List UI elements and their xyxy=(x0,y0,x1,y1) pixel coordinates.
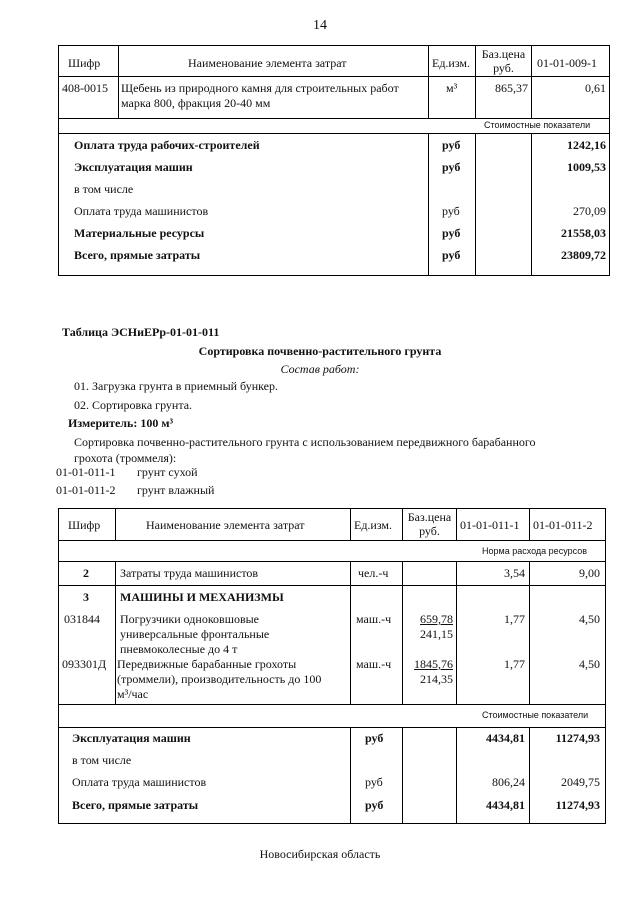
machine-name: Передвижные барабанные грохоты (троммели), производительность до 100 м³/час xyxy=(117,657,322,701)
cost-value-2: 11274,93 xyxy=(555,731,600,745)
header-unit: Ед.изм. xyxy=(354,518,393,532)
header-code: Шифр xyxy=(68,56,101,70)
footer-region: Новосибирская область xyxy=(259,847,381,861)
cost-label: Эксплуатация машин xyxy=(74,160,193,174)
labor-code: 2 xyxy=(83,566,89,580)
section-label: Стоимостные показатели xyxy=(484,120,591,130)
cost-label: Эксплуатация машин xyxy=(72,731,191,745)
cost-unit: руб xyxy=(442,248,461,262)
header-col: 01-01-009-1 xyxy=(537,56,597,70)
cost-unit: руб xyxy=(365,798,384,812)
cost-value: 21558,03 xyxy=(561,226,606,240)
cost-label: Оплата труда машинистов xyxy=(72,775,207,789)
cost-value-1: 4434,81 xyxy=(486,731,525,745)
header-base-price: Баз.цена руб. xyxy=(481,47,526,75)
machine-value-2: 4,50 xyxy=(579,612,600,626)
cost-value: 270,09 xyxy=(573,204,606,218)
cost-unit: руб xyxy=(365,775,383,789)
header-name: Наименование элемента затрат xyxy=(188,56,347,70)
machine-price: 1845,76 214,35 xyxy=(414,657,453,686)
code-2: 01-01-011-2 xyxy=(56,483,116,497)
description: Сортировка почвенно-растительного грунта с использованием передвижного барабанного грохота (троммеля): xyxy=(74,435,536,465)
cost-value-2: 2049,75 xyxy=(561,775,600,789)
header-code: Шифр xyxy=(68,518,101,532)
cost-label: Оплата труда рабочих-строителей xyxy=(74,138,260,152)
cost-unit: руб xyxy=(442,138,461,152)
cost-value-1: 806,24 xyxy=(492,775,525,789)
machine-unit: маш.-ч xyxy=(356,612,392,626)
labor-value-2: 9,00 xyxy=(579,566,600,580)
cost-value: 1009,53 xyxy=(567,160,606,174)
machine-code: 093301Д xyxy=(62,657,107,671)
machine-unit: маш.-ч xyxy=(356,657,392,671)
cost-label: в том числе xyxy=(72,753,132,767)
header-base-price: Баз.цена руб. xyxy=(407,510,452,538)
row-name: Щебень из природного камня для строительных работ марка 800, фракция 20-40 мм xyxy=(121,81,399,110)
labor-unit: чел.-ч xyxy=(358,566,389,580)
machine-value-2: 4,50 xyxy=(579,657,600,671)
works-title: Состав работ: xyxy=(280,362,360,376)
cost-label: Всего, прямые затраты xyxy=(74,248,201,262)
cost-value-1: 4434,81 xyxy=(486,798,525,812)
cost-label: Всего, прямые затраты xyxy=(72,798,199,812)
code-1-desc: грунт сухой xyxy=(137,465,198,479)
header-col-2: 01-01-011-2 xyxy=(533,518,593,532)
meter: Измеритель: 100 м³ xyxy=(68,416,174,430)
cost-section-label: Стоимостные показатели xyxy=(482,710,589,720)
cost-unit: руб xyxy=(442,226,461,240)
row-value: 0,61 xyxy=(585,81,606,95)
row-price: 865,37 xyxy=(495,81,528,95)
cost-unit: руб xyxy=(365,731,384,745)
norm-section-label: Норма расхода ресурсов xyxy=(482,546,587,556)
work-step-2: 02. Сортировка грунта. xyxy=(74,398,193,412)
machine-name: Погрузчики одноковшовые универсальные фронтальные пневмоколесные до 4 т xyxy=(120,612,270,656)
cost-value: 1242,16 xyxy=(567,138,606,152)
cost-label: Материальные ресурсы xyxy=(74,226,205,240)
cost-label: в том числе xyxy=(74,182,134,196)
row-code: 408-0015 xyxy=(62,81,108,95)
cost-label: Оплата труда машинистов xyxy=(74,204,209,218)
code-1: 01-01-011-1 xyxy=(56,465,116,479)
page-number: 14 xyxy=(313,18,327,33)
machine-value-1: 1,77 xyxy=(504,612,525,626)
cost-unit: руб xyxy=(442,204,460,218)
header-unit: Ед.изм. xyxy=(432,56,471,70)
labor-value-1: 3,54 xyxy=(504,566,525,580)
cost-value: 23809,72 xyxy=(561,248,606,262)
labor-name: Затраты труда машинистов xyxy=(120,566,259,580)
cost-unit: руб xyxy=(442,160,461,174)
header-col-1: 01-01-011-1 xyxy=(460,518,520,532)
code-2-desc: грунт влажный xyxy=(137,483,215,497)
header-name: Наименование элемента затрат xyxy=(146,518,305,532)
section-heading: Сортировка почвенно-растительного грунта xyxy=(198,344,442,358)
machine-price: 659,78 241,15 xyxy=(420,612,453,641)
table-title: Таблица ЭСНиЕРр-01-01-011 xyxy=(62,325,220,339)
machines-code: 3 xyxy=(83,590,89,604)
machine-value-1: 1,77 xyxy=(504,657,525,671)
machine-code: 031844 xyxy=(64,612,100,626)
row-unit: м³ xyxy=(446,81,458,95)
machines-heading: МАШИНЫ И МЕХАНИЗМЫ xyxy=(120,590,284,604)
work-step-1: 01. Загрузка грунта в приемный бункер. xyxy=(74,379,278,393)
cost-value-2: 11274,93 xyxy=(555,798,600,812)
